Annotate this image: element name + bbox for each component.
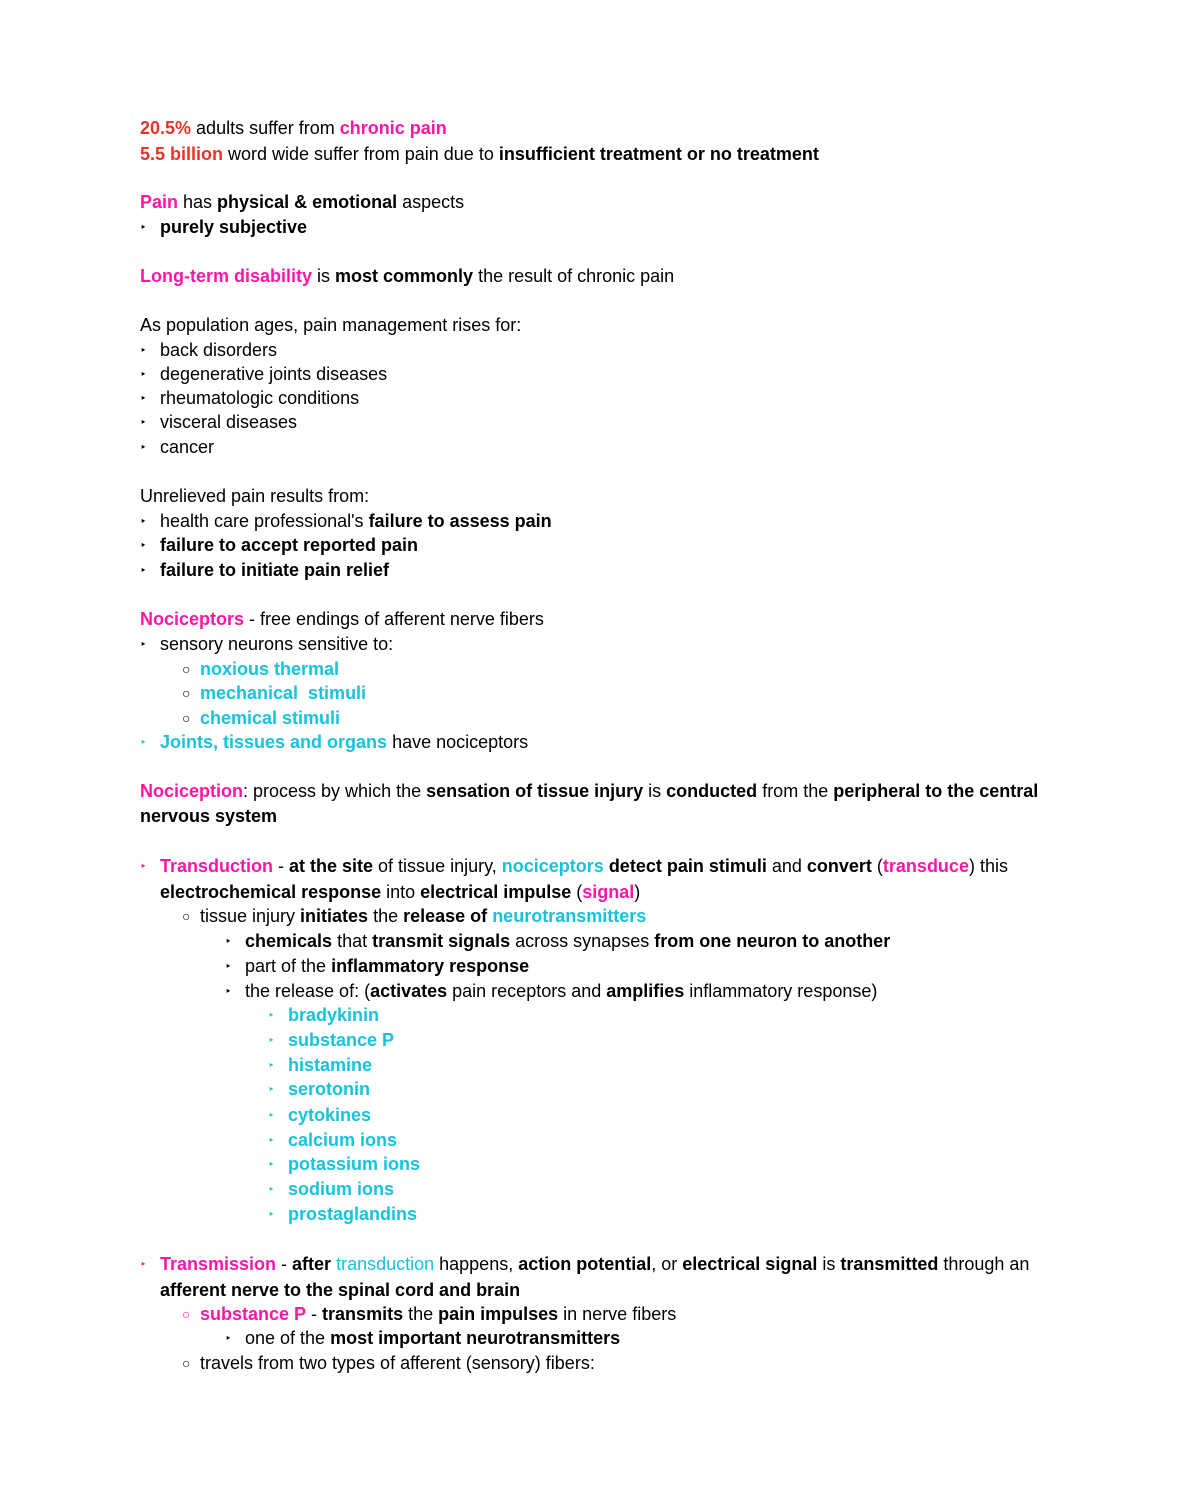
text: has <box>178 192 218 212</box>
emphasis: sensation of tissue injury <box>426 781 644 801</box>
bullet-icon: ‣ <box>268 1084 275 1096</box>
chemical-item <box>268 1153 420 1176</box>
bullet-icon: ‣ <box>225 936 232 948</box>
item-label: substance P <box>288 1030 395 1050</box>
text: inflammatory response) <box>684 981 878 1001</box>
item-label: health care professional's <box>160 511 369 531</box>
bullet-icon: ‣ <box>140 516 147 528</box>
emphasis: initiates <box>300 906 369 926</box>
sub-list-item <box>182 1303 676 1325</box>
circle-bullet-icon: ○ <box>182 1306 191 1322</box>
list-item <box>140 436 214 459</box>
bullet-icon: ‣ <box>268 1010 275 1022</box>
text: - <box>273 856 290 876</box>
chemical-item <box>268 1104 371 1127</box>
list-item <box>140 510 552 533</box>
term-transduction: Transduction <box>160 856 274 876</box>
chemical-item <box>268 1203 417 1226</box>
bullet-icon: ‣ <box>268 1135 275 1147</box>
bullet-icon: ‣ <box>268 1060 275 1072</box>
bullet-icon: ‣ <box>268 1184 275 1196</box>
list-item <box>140 363 387 386</box>
list-item <box>140 534 418 557</box>
emphasis: release of <box>403 906 488 926</box>
emphasis: pain impulses <box>438 1304 559 1324</box>
text: that <box>332 931 373 951</box>
term-signal: signal <box>582 882 635 902</box>
item-label: back disorders <box>160 340 278 360</box>
emphasis: amplifies <box>606 981 685 1001</box>
item-label: travels from two types of afferent (sensory) fibers: <box>200 1353 595 1373</box>
text: and <box>766 856 807 876</box>
population-heading: As population ages, pain management rises for: <box>140 315 522 335</box>
text: : process by which the <box>243 781 427 801</box>
chemical-item <box>268 1004 379 1027</box>
circle-bullet-icon: ○ <box>182 908 191 924</box>
bullet-icon: ‣ <box>268 1209 275 1221</box>
chemical-item <box>268 1029 394 1052</box>
sub-sub-list-item <box>225 930 890 953</box>
emphasis: action potential <box>518 1254 652 1274</box>
bullet-icon: ‣ <box>140 639 147 651</box>
bullet-icon: ‣ <box>268 1159 275 1171</box>
stat-text: adults suffer from <box>191 118 340 138</box>
bullet-icon: ‣ <box>140 369 147 381</box>
text: is <box>312 266 336 286</box>
emphasis: electrical impulse <box>420 882 572 902</box>
bullet-icon: ‣ <box>140 565 147 577</box>
text: across synapses <box>510 931 655 951</box>
sub-sub-list-item <box>225 980 877 1003</box>
text: ( <box>871 856 883 876</box>
bullet-icon: ‣ <box>268 1110 275 1122</box>
pain-aspects-line <box>140 191 464 213</box>
text: - <box>276 1254 293 1274</box>
item-label: mechanical stimuli <box>200 683 367 703</box>
list-item <box>140 633 393 656</box>
text: aspects <box>397 192 465 212</box>
stat-worldwide-pain <box>140 143 819 165</box>
term-transduction: transduction <box>336 1254 435 1274</box>
bullet-icon: ‣ <box>225 986 232 998</box>
item-label: prostaglandins <box>288 1204 418 1224</box>
chemical-item <box>268 1078 370 1101</box>
stat-term: chronic pain <box>339 118 447 138</box>
item-label: cytokines <box>288 1105 372 1125</box>
term-transduce: transduce <box>882 856 969 876</box>
emphasis: transmitted <box>840 1254 939 1274</box>
text: ) <box>634 882 641 902</box>
bullet-icon: ‣ <box>140 222 147 234</box>
nociceptors-line <box>140 608 544 630</box>
item-label: sensory neurons sensitive to: <box>160 634 394 654</box>
text: the release of: ( <box>245 981 371 1001</box>
emphasis: transmits <box>322 1304 404 1324</box>
emphasis: from one neuron to another <box>654 931 891 951</box>
item-label: failure to accept reported pain <box>160 535 419 555</box>
bullet-icon: ‣ <box>225 1333 232 1345</box>
list-item-subjective <box>140 216 307 239</box>
item-term: Joints, tissues and organs <box>160 732 388 752</box>
item-label: cancer <box>160 437 215 457</box>
text: , or <box>651 1254 683 1274</box>
text: tissue injury <box>200 906 301 926</box>
chemical-item <box>268 1178 394 1201</box>
sub-sub-list-item <box>225 955 529 978</box>
nociception-paragraph <box>140 779 1060 829</box>
item-label: degenerative joints diseases <box>160 364 388 384</box>
text: - <box>306 1304 323 1324</box>
item-label: calcium ions <box>288 1130 398 1150</box>
sub-list-item <box>182 707 340 729</box>
text: happens, <box>434 1254 519 1274</box>
text: in nerve fibers <box>558 1304 677 1324</box>
sub-list-item <box>182 1352 595 1374</box>
item-label: have nociceptors <box>387 732 529 752</box>
item-label: potassium ions <box>288 1154 421 1174</box>
text: of tissue injury, <box>373 856 502 876</box>
text: the <box>403 1304 439 1324</box>
text: one of the <box>245 1328 331 1348</box>
bullet-icon: ‣ <box>140 442 147 454</box>
term-disability: Long-term disability <box>140 266 313 286</box>
term-aspects: physical & emotional <box>217 192 398 212</box>
item-label: histamine <box>288 1055 373 1075</box>
bullet-icon: ‣ <box>140 345 147 357</box>
item-label: serotonin <box>288 1079 371 1099</box>
emphasis: detect pain stimuli <box>608 856 767 876</box>
emphasis: most important neurotransmitters <box>330 1328 621 1348</box>
stat-term: insufficient treatment or no treatment <box>498 144 819 164</box>
item-label: chemical stimuli <box>200 708 341 728</box>
list-item <box>140 559 389 582</box>
item-label: rheumatologic conditions <box>160 388 360 408</box>
text: ) this <box>968 856 1008 876</box>
term-substance-p: substance P <box>200 1304 307 1324</box>
sub-list-item <box>182 658 339 680</box>
stat-value: 20.5% <box>140 118 192 138</box>
emphasis: at the site <box>289 856 374 876</box>
text: from the <box>757 781 834 801</box>
item-label: failure to initiate pain relief <box>160 560 390 580</box>
sub-list-item <box>182 682 366 704</box>
circle-bullet-icon: ○ <box>182 710 191 726</box>
emphasis: peripheral to the central nervous system <box>140 781 1039 826</box>
text: into <box>381 882 421 902</box>
bullet-icon: ‣ <box>268 1035 275 1047</box>
text: pain receptors and <box>447 981 607 1001</box>
item-label: sodium ions <box>288 1179 395 1199</box>
text: - free endings of afferent nerve fibers <box>244 609 544 629</box>
bullet-icon: ‣ <box>140 737 147 749</box>
list-item <box>140 411 297 434</box>
chemical-item <box>268 1054 372 1077</box>
term-neurotransmitters: neurotransmitters <box>492 906 647 926</box>
bullet-icon: ‣ <box>140 417 147 429</box>
sub-list-item <box>182 905 646 927</box>
item-label: bradykinin <box>288 1005 380 1025</box>
item-label: noxious thermal <box>200 659 340 679</box>
emphasis: inflammatory response <box>331 956 530 976</box>
text: part of the <box>245 956 332 976</box>
emphasis: conducted <box>666 781 758 801</box>
bullet-icon: ‣ <box>140 393 147 405</box>
chemical-item <box>268 1129 397 1152</box>
emphasis: activates <box>370 981 448 1001</box>
text: is <box>643 781 667 801</box>
item-label: purely subjective <box>160 217 308 237</box>
stat-chronic-pain <box>140 117 447 139</box>
list-item <box>140 339 277 362</box>
bullet-icon: ‣ <box>140 540 147 552</box>
term-common: most commonly <box>335 266 474 286</box>
bullet-icon: ‣ <box>140 861 147 873</box>
unrelieved-heading: Unrelieved pain results from: <box>140 486 370 506</box>
item-emphasis: failure to assess pain <box>368 511 552 531</box>
term-transmission: Transmission <box>160 1254 277 1274</box>
circle-bullet-icon: ○ <box>182 1355 191 1371</box>
sub-sub-list-item <box>225 1327 620 1350</box>
emphasis: after <box>292 1254 332 1274</box>
transduction-item <box>140 854 1060 905</box>
emphasis: electrochemical response <box>160 882 382 902</box>
circle-bullet-icon: ○ <box>182 661 191 677</box>
list-item <box>140 387 359 410</box>
term-nociceptors: Nociceptors <box>140 609 245 629</box>
text: is <box>817 1254 841 1274</box>
text: ( <box>571 882 583 902</box>
emphasis: convert <box>806 856 872 876</box>
circle-bullet-icon: ○ <box>182 685 191 701</box>
emphasis: afferent nerve to the spinal cord and brain <box>160 1280 521 1300</box>
text: the <box>368 906 404 926</box>
text: through an <box>938 1254 1030 1274</box>
emphasis: transmit signals <box>372 931 511 951</box>
term-nociception: Nociception <box>140 781 244 801</box>
emphasis: electrical signal <box>682 1254 818 1274</box>
disability-line <box>140 265 674 287</box>
bullet-icon: ‣ <box>140 1259 147 1271</box>
text: the result of chronic pain <box>473 266 675 286</box>
transmission-item <box>140 1252 1080 1303</box>
emphasis: chemicals <box>245 931 333 951</box>
term-pain: Pain <box>140 192 179 212</box>
item-label: visceral diseases <box>160 412 298 432</box>
list-item <box>140 731 528 754</box>
stat-value: 5.5 billion <box>140 144 224 164</box>
term-nociceptors: nociceptors <box>501 856 604 876</box>
bullet-icon: ‣ <box>225 961 232 973</box>
stat-text: word wide suffer from pain due to <box>223 144 499 164</box>
